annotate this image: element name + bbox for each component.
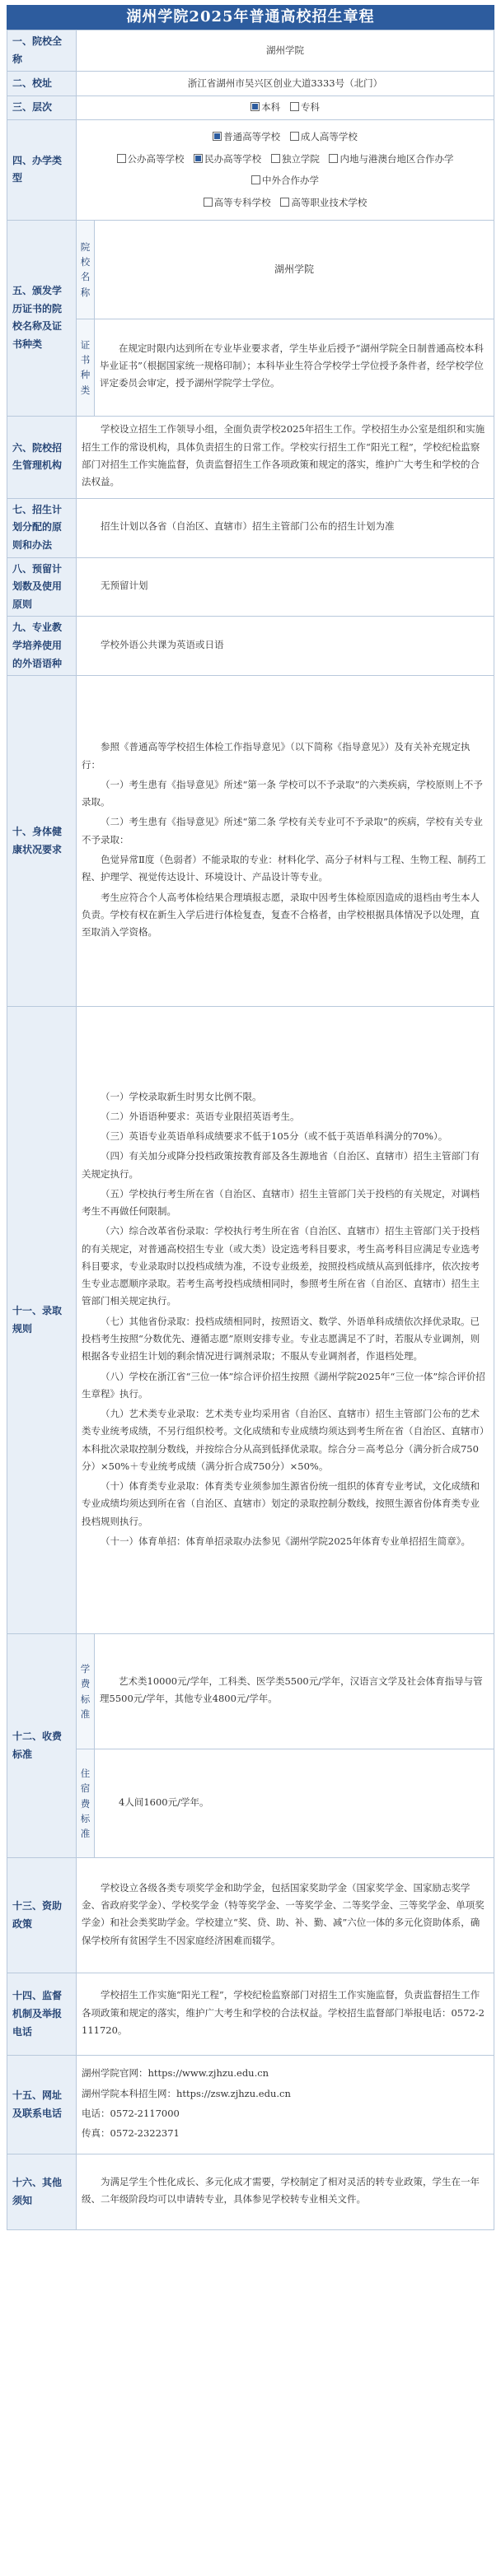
row-label: 十一、录取规则: [7, 1007, 77, 1634]
paragraph: （一）学校录取新生时男女比例不限。: [101, 1090, 262, 1102]
checkbox-icon: [271, 154, 280, 163]
row-other-notes: [7, 2154, 494, 2230]
option-adult-hei[interactable]: [290, 126, 358, 147]
paragraph: 无预留计划: [101, 579, 148, 591]
school-name-value: 湖州学院: [77, 30, 494, 72]
row-label: 十五、网址及联系电话: [7, 2056, 77, 2154]
page-title: 湖州学院2025年普通高校招生章程: [7, 5, 494, 30]
row-label: 十、身体健康状况要求: [7, 676, 77, 1007]
paragraph: （五）学校执行考生所在省（自治区、直辖市）招生主管部门关于投档的有关规定，对调档考生不再做任何限制。: [82, 1187, 480, 1218]
row-label: 十六、其他须知: [7, 2154, 77, 2230]
option-independent[interactable]: [271, 148, 320, 170]
admission-website-link[interactable]: 湖州学院本科招生网：https://zsw.zjhzu.edu.cn: [82, 2087, 291, 2099]
option-regular-hei[interactable]: [213, 126, 280, 147]
option-label: 高等专科学校: [213, 196, 271, 208]
option-undergraduate[interactable]: [250, 99, 280, 116]
paragraph: （二）外语语种要求：英语专业限招英语考生。: [101, 1110, 300, 1122]
checkbox-checked-icon: [194, 154, 203, 163]
option-label: 民办高等学校: [204, 152, 262, 165]
option-sino-foreign[interactable]: [251, 170, 319, 191]
cert-school-value: [95, 220, 494, 319]
checkbox-icon: [204, 198, 213, 207]
row-plan-allocation: [7, 498, 494, 557]
row-label: 十四、监督机制及举报电话: [7, 1973, 77, 2056]
health-requirements-value: [77, 676, 494, 1007]
plan-allocation-value: [77, 498, 494, 557]
level-options: [77, 96, 494, 120]
cert-type-value: [95, 319, 494, 416]
paragraph: （十一）体育单招：体育单招录取办法参见《湖州学院2025年体育专业单招招生简章》。: [101, 1535, 471, 1547]
language-value: [77, 617, 494, 676]
row-label: 三、层次: [7, 96, 77, 120]
checkbox-icon: [290, 102, 299, 111]
admission-office-value: [77, 416, 494, 498]
row-school-type: [7, 119, 494, 220]
paragraph: （一）考生患有《指导意见》所述“第一条 学校可以不予录取”的六类疾病，学校原则上不予录取。: [82, 778, 483, 808]
paragraph: （四）有关加分或降分投档政策按教育部及各生源地省（自治区、直辖市）招生主管部门有关规定执行。: [82, 1150, 480, 1180]
row-health-requirements: [7, 676, 494, 1007]
checkbox-checked-icon: [213, 132, 222, 141]
option-label: 独立学院: [281, 152, 320, 165]
row-label: 十三、资助政策: [7, 1858, 77, 1973]
option-hk-macao-taiwan[interactable]: [329, 148, 453, 170]
checkbox-icon: [117, 154, 126, 163]
dorm-fee-value: [95, 1749, 494, 1858]
reserved-plan-value: [77, 557, 494, 617]
phone-text: 电话：0572-2117000: [82, 2107, 180, 2119]
tuition-value: [95, 1634, 494, 1749]
row-school-name: [7, 30, 494, 72]
cert-school-name: 湖州学院: [274, 263, 314, 276]
option-label: 内地与港澳台地区合作办学: [339, 152, 454, 165]
option-public[interactable]: [117, 148, 185, 170]
row-label: 五、颁发学历证书的院校名称及证书种类: [7, 220, 77, 416]
option-label: 公办高等学校: [127, 152, 185, 165]
row-cert-type: [7, 319, 494, 416]
school-type-options: [77, 119, 494, 220]
row-tuition: [7, 1634, 494, 1749]
row-dorm-fee: [7, 1749, 494, 1858]
option-junior-college[interactable]: [290, 99, 320, 116]
paragraph: 学校设立各级各类专项奖学金和助学金，包括国家奖助学金（国家奖学金、国家励志奖学金、省政府奖学金）、学校奖学金（特等奖学金、一等奖学金、二等奖学金、三等奖学金、单项奖学金）和社会类奖助学金。学校建立“奖、贷、助、补、勤、减”六位一体的多元化资助体系，确保学校所有贫困学生不因家庭经济困难而辍学。: [82, 1881, 485, 1946]
row-address: [7, 72, 494, 96]
row-level: [7, 96, 494, 120]
paragraph: 为满足学生个性化成长、多元化成才需要，学校制定了相对灵活的转专业政策，学生在一年级、二年级阶段均可以申请转专业，具体参见学校转专业相关文件。: [82, 2176, 480, 2206]
row-cert-school: [7, 220, 494, 319]
row-label: 四、办学类型: [7, 119, 77, 220]
row-label: 九、专业教学培养使用的外语语种: [7, 617, 77, 676]
option-label: 高等职业技术学校: [291, 196, 368, 208]
fax-text: 传真：0572-2322371: [82, 2127, 180, 2140]
checkbox-icon: [251, 175, 260, 184]
contact-value: [77, 2056, 494, 2154]
option-vocational[interactable]: [280, 192, 367, 213]
paragraph: （八）学校在浙江省“三位一体”综合评价招生按照《湖州学院2025年“三位一体”综合评价招生章程》执行。: [82, 1370, 485, 1400]
paragraph: （七）其他省份录取：投档成绩相同时，按照语文、数学、外语单科成绩依次择优录取。已投档考生按照“分数优先、遵循志愿”原则安排专业。专业志愿满足不了时，若服从专业调剂，则根据各专业招生计划的剩余情况进行调剂录取；不服从专业调剂者，作退档处理。: [82, 1315, 480, 1363]
paragraph: （十）体育类专业录取：体育类专业须参加生源省份统一组织的体育专业考试，文化成绩和专业成绩均须达到所在省（自治区、直辖市）划定的录取控制分数线，按照生源省份体育类专业投档规则执行。: [82, 1480, 480, 1527]
sub-label: 住宿费标准: [77, 1749, 95, 1858]
paragraph: 色觉异常Ⅱ度（色弱者）不能录取的专业：材料化学、高分子材料与工程、生物工程、制药工程、护理学、视觉传达设计、环境设计、产品设计等专业。: [82, 853, 486, 883]
row-supervision: [7, 1973, 494, 2056]
option-label: 专科: [300, 101, 320, 114]
option-specialized[interactable]: [204, 192, 271, 213]
sub-label: 院校名称: [77, 220, 95, 319]
checkbox-checked-icon: [250, 102, 260, 111]
row-label: 一、院校全称: [7, 30, 77, 72]
financial-aid-value: [77, 1858, 494, 1973]
option-label: 中外合作办学: [262, 175, 319, 187]
paragraph: 艺术类10000元/学年，工科类、医学类5500元/学年，汉语言文学及社会体育指导与管理5500元/学年，其他专业4800元/学年。: [100, 1675, 483, 1705]
paragraph: 学校外语公共课为英语或日语: [101, 638, 224, 650]
row-contact: [7, 2056, 494, 2154]
checkbox-icon: [280, 198, 289, 207]
sub-label: 证书种类: [77, 319, 95, 416]
paragraph: 4人间1600元/学年。: [119, 1796, 209, 1808]
row-admission-rules: [7, 1007, 494, 1634]
row-reserved-plan: [7, 557, 494, 617]
paragraph: 在规定时限内达到所在专业毕业要求者，学生毕业后授予“湖州学院全日制普通高校本科毕业证书”（根据国家统一规格印制）；本科毕业生符合学校学士学位授予条件者，经学校学位评定委员会审定，授予湖州学院学士学位。: [100, 342, 484, 389]
row-label: 二、校址: [7, 72, 77, 96]
paragraph: （二）考生患有《指导意见》所述“第二条 学校有关专业可不予录取”的疾病，学校有关专业不予录取：: [82, 816, 483, 845]
paragraph: 参照《普通高等学校招生体检工作指导意见》（以下简称《指导意见》）及有关补充规定执行：: [82, 741, 471, 771]
checkbox-icon: [290, 132, 299, 141]
row-label: 六、院校招生管理机构: [7, 416, 77, 498]
address-value: 浙江省湖州市吴兴区创业大道3333号（北门）: [77, 72, 494, 96]
row-financial-aid: [7, 1858, 494, 1973]
row-label: 十二、收费标准: [7, 1634, 77, 1858]
other-notes-value: [77, 2154, 494, 2230]
row-admission-office: [7, 416, 494, 498]
paragraph: （六）综合改革省份录取：学校执行考生所在省（自治区、直辖市）招生主管部门关于投档的有关规定，对普通高校招生专业（或大类）设定选考科目要求，考生高考科目应满足专业选考科目要求，专业录取时以投档成绩为准，不设专业级差，按照投档成绩从高到低排序，依次按考生专业志愿顺序录取。若考生高考投档成绩相同时，参照考生所在省（自治区、直辖市）招生主管部门相关规定执行。: [82, 1225, 480, 1307]
supervision-value: [77, 1973, 494, 2056]
charter-table: [7, 30, 494, 2230]
option-label: 本科: [261, 101, 281, 114]
website-link[interactable]: 湖州学院官网：https://www.zjhzu.edu.cn: [82, 2067, 269, 2080]
row-label: 七、招生计划分配的原则和办法: [7, 498, 77, 557]
option-label: 成人高等学校: [300, 131, 358, 143]
paragraph: 学校设立招生工作领导小组，全面负责学校2025年招生工作。学校招生办公室是组织和实施招生工作的常设机构，具体负责招生的日常工作。学校实行招生工作“阳光工程”，学校纪检监察部门对招生工作实施监督，负责监督招生工作各项政策和规定的落实，维护广大考生和学校的合法权益。: [82, 423, 485, 488]
option-label: 普通高等学校: [223, 131, 281, 143]
row-language: [7, 617, 494, 676]
sub-label: 学费标准: [77, 1634, 95, 1749]
admission-rules-value: [77, 1007, 494, 1634]
option-private[interactable]: [194, 148, 261, 170]
paragraph: 学校招生工作实施“阳光工程”，学校纪检监察部门对招生工作实施监督，负责监督招生工作各项政策和规定的落实，维护广大考生和学校的合法权益。学校招生监督部门举报电话：0572-2111720。: [82, 1989, 485, 2036]
paragraph: （九）艺术类专业录取：艺术类专业均采用省（自治区、直辖市）招生主管部门公布的艺术类专业统考成绩，不另行组织校考。文化成绩和专业成绩均须达到考生所在省（自治区、直辖市）本科批次录取控制分数线，并按综合分从高到低择优录取。综合分＝高考总分（满分折合成750分）×50%＋专业统考成绩（满分折合成750分）×50%。: [82, 1408, 485, 1472]
paragraph: （三）英语专业英语单科成绩要求不低于105分（或不低于英语单科满分的70%）。: [101, 1130, 448, 1143]
row-label: 八、预留计划数及使用原则: [7, 557, 77, 617]
paragraph: 考生应符合个人高考体检结果合理填报志愿，录取中因考生体检原因造成的退档由考生本人负责。学校有权在新生入学后进行体检复查，复查不合格者，由学校根据具体情况予以处理，直至取消入学资格。: [82, 891, 480, 939]
paragraph: 招生计划以各省（自治区、直辖市）招生主管部门公布的招生计划为准: [101, 520, 395, 533]
checkbox-icon: [329, 154, 338, 163]
